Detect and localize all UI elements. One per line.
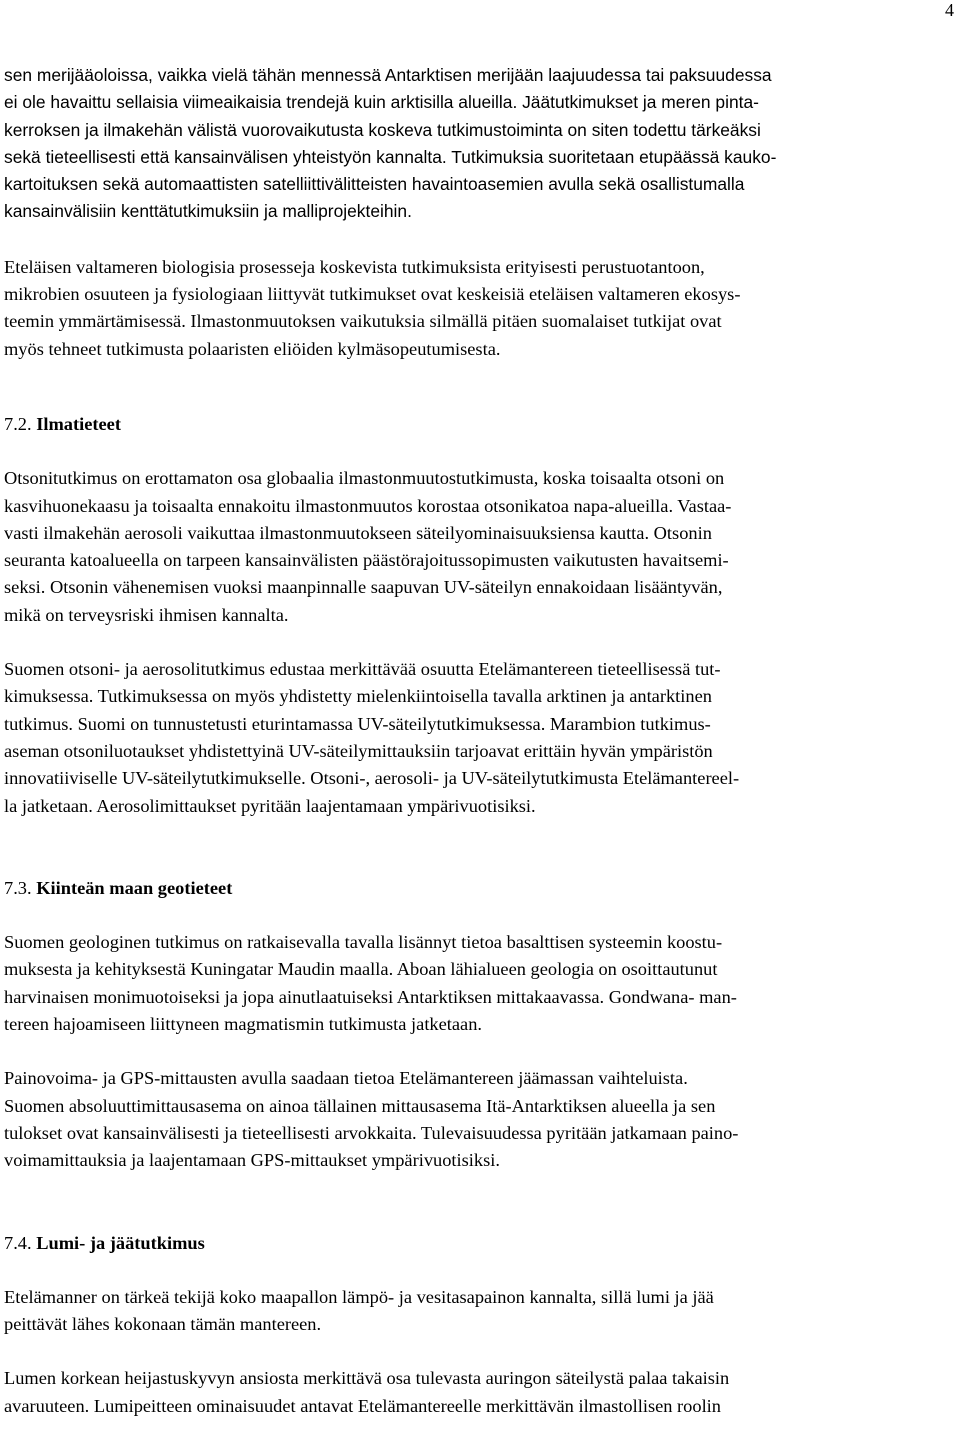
text-line: mikä on terveysriski ihmisen kannalta.: [4, 604, 289, 625]
text-line: Suomen geologinen tutkimus on ratkaisevalla tavalla lisännyt tietoa basalttisen systeemin koostu-: [4, 932, 723, 953]
text-line: seuranta katoalueella on tarpeen kansainvälisten päästörajoitussopimusten vaikutusten havaitsemi-: [4, 550, 729, 571]
text-line: myös tehneet tutkimusta polaaristen eliöiden kylmäsopeutumisesta.: [4, 338, 501, 359]
text-line: kartoituksen sekä automaattisten satelliittivälitteisten havaintoasemien avulla sekä osallistumalla: [4, 174, 745, 195]
text-line: sen merijääoloissa, vaikka vielä tähän mennessä Antarktisen merijään laajuudessa tai paksuudessa: [4, 65, 772, 85]
text-line: muksesta ja kehityksestä Kuningatar Maudin maalla. Aboan lähialueen geologia on osoittautunut: [4, 959, 718, 980]
section-title: Kiinteän maan geotieteet: [36, 877, 233, 898]
paragraph-ozone: [4, 465, 948, 629]
text-line: Suomen absoluuttimittausasema on ainoa tällainen mittausasema Itä-Antarktiksen alueella ja sen: [4, 1095, 716, 1116]
document-body: [4, 62, 948, 1420]
text-line: Eteläisen valtameren biologisia prosesseja koskevista tutkimuksista erityisesti perustuotantoon,: [4, 256, 705, 277]
text-line: seksi. Otsonin vähenemisen vuoksi maanpinnalle saapuvan UV-säteilyn ennakoidaan lisääntyvän,: [4, 577, 723, 598]
section-number: 7.4.: [4, 1232, 32, 1253]
section-title: Ilmatieteet: [36, 413, 121, 434]
text-line: kimuksessa. Tutkimuksessa on myös yhdistetty mielenkiintoisella tavalla arktinen ja antarktinen: [4, 686, 712, 707]
text-line: ei ole havaittu sellaisia viimeaikaisia trendejä kuin arktisilla alueilla. Jäätutkimukset ja meren pinta-: [4, 92, 759, 113]
text-line: sekä tieteellisesti että kansainvälisen yhteistyön kannalta. Tutkimuksia suoritetaan etupäässä kauko-: [4, 146, 777, 167]
paragraph-biology: [4, 254, 948, 363]
section-number: 7.2.: [4, 413, 32, 434]
paragraph-gravity-gps: [4, 1065, 948, 1174]
text-line: innovatiiviselle UV-säteilytutkimukselle. Otsoni-, aerosoli- ja UV-säteilytutkimusta Etelämantereel-: [4, 768, 740, 789]
text-line: Otsonitutkimus on erottamaton osa globaalia ilmastonmuutostutkimusta, koska toisaalta otsoni on: [4, 468, 725, 489]
text-line: teemin ymmärtämisessä. Ilmastonmuutoksen vaikutuksia silmällä pitäen suomalaiset tutkijat ovat: [4, 311, 722, 332]
section-heading-7-4: [4, 1230, 948, 1257]
section-number: 7.3.: [4, 877, 32, 898]
paragraph-albedo: [4, 1365, 948, 1420]
text-line: kerroksen ja ilmakehän välistä vuorovaikutusta koskeva tutkimustoiminta on siten todettu tärkeäksi: [4, 119, 761, 140]
text-line: avaruuteen. Lumipeitteen ominaisuudet antavat Etelämantereelle merkittävän ilmastollisen roolin: [4, 1395, 721, 1416]
text-line: harvinaisen monimuotoiseksi ja jopa ainutlaatuiseksi Antarktiksen mittakaavassa. Gondwana- man-: [4, 986, 737, 1007]
text-line: kasvihuonekaasu ja toisaalta ennakoitu ilmastonmuutos korostaa otsonikatoa napa-alueilla. Vastaa-: [4, 495, 732, 516]
text-line: vasti ilmakehän aerosoli vaikuttaa ilmastonmuutokseen säteilyominaisuuksiensa kautta. Otsonin: [4, 522, 712, 543]
text-line: Painovoima- ja GPS-mittausten avulla saadaan tietoa Etelämantereen jäämassan vaihteluista.: [4, 1068, 688, 1089]
section-heading-7-2: [4, 411, 948, 438]
text-line: tereen hajoamiseen liittyneen magmatismin tutkimusta jatketaan.: [4, 1014, 483, 1035]
text-line: voimamittauksia ja laajentamaan GPS-mittaukset ympärivuotisiksi.: [4, 1150, 500, 1171]
page-number: 4: [945, 0, 954, 20]
paragraph-sea-ice: [4, 62, 948, 226]
section-title: Lumi- ja jäätutkimus: [36, 1232, 205, 1253]
text-line: tutkimus. Suomi on tunnustetusti eturintamassa UV-säteilytutkimuksessa. Marambion tutkimus-: [4, 713, 711, 734]
text-line: mikrobien osuuteen ja fysiologiaan liittyvät tutkimukset ovat keskeisiä eteläisen valtameren ekosys-: [4, 284, 741, 305]
paragraph-geology: [4, 929, 948, 1038]
text-line: aseman otsoniluotaukset yhdistettyinä UV-säteilymittauksiin tarjoavat erittäin hyvän ympäristön: [4, 740, 713, 761]
text-line: tulokset ovat kansainvälisesti ja tieteellisesti arvokkaita. Tulevaisuudessa pyritään jatkamaan paino-: [4, 1122, 739, 1143]
section-heading-7-3: [4, 875, 948, 902]
text-line: Suomen otsoni- ja aerosolitutkimus edustaa merkittävää osuutta Etelämantereen tieteellisessä tut-: [4, 659, 721, 680]
text-line: peittävät lähes kokonaan tämän mantereen.: [4, 1314, 322, 1335]
text-line: kansainvälisiin kenttätutkimuksiin ja malliprojekteihin.: [4, 201, 412, 222]
text-line: Lumen korkean heijastuskyvyn ansiosta merkittävä osa tulevasta auringon säteilystä palaa takaisin: [4, 1368, 730, 1389]
text-line: Etelämanner on tärkeä tekijä koko maapallon lämpö- ja vesitasapainon kannalta, sillä lumi ja jää: [4, 1286, 714, 1307]
paragraph-aerosol: [4, 656, 948, 820]
text-line: la jatketaan. Aerosolimittaukset pyritään laajentamaan ympärivuotisiksi.: [4, 795, 536, 816]
paragraph-snow-ice: [4, 1284, 948, 1339]
